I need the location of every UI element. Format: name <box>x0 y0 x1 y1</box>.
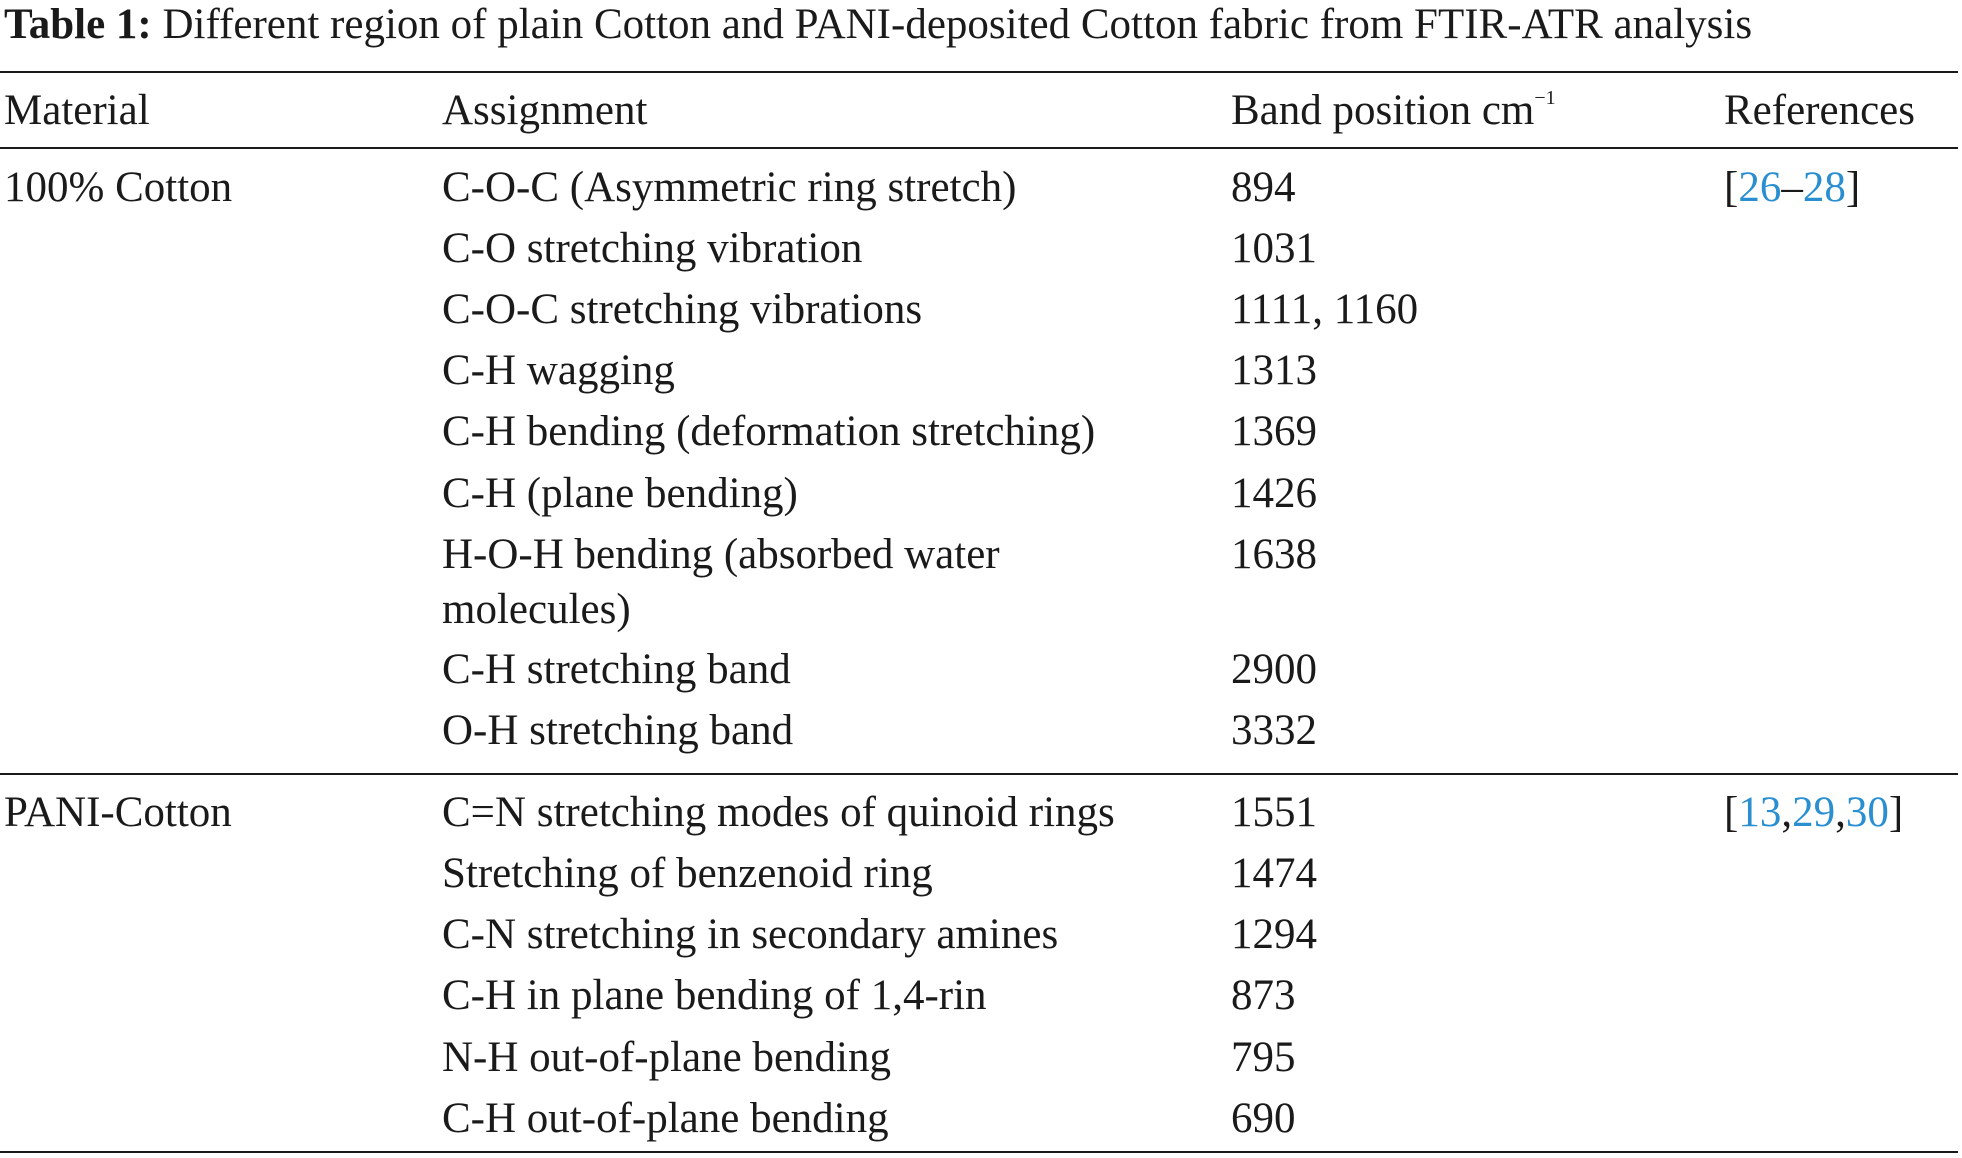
assignment-cell-continued: molecules) <box>442 586 631 633</box>
assignment-cell: O-H stretching band <box>442 707 794 754</box>
assignment-cell: C-O stretching vibration <box>442 225 863 272</box>
ref-link-26[interactable]: 26 <box>1738 164 1782 211</box>
references-cotton <box>1724 163 1860 213</box>
header-band-position <box>1231 86 1556 136</box>
ref-bracket-close: ] <box>1845 164 1861 211</box>
ref-link-13[interactable]: 13 <box>1738 789 1782 836</box>
top-rule <box>0 71 1958 73</box>
assignment-cell: C-H in plane bending of 1,4-rin <box>442 972 987 1019</box>
ref-comma: , <box>1781 789 1793 836</box>
ref-link-30[interactable]: 30 <box>1845 789 1889 836</box>
assignment-cell: C-H bending (deformation stretching) <box>442 408 1096 455</box>
assignment-cell: C-O-C stretching vibrations <box>442 286 923 333</box>
bottom-rule <box>0 1151 1958 1153</box>
assignment-cell: Stretching of benzenoid ring <box>442 850 933 897</box>
band-cell: 1294 <box>1231 911 1317 958</box>
ref-range-dash: – <box>1781 164 1803 211</box>
ref-link-29[interactable]: 29 <box>1792 789 1836 836</box>
assignment-cell: C-H out-of-plane bending <box>442 1095 889 1142</box>
table-caption-label: Table 1: <box>4 1 152 48</box>
group-separator-rule <box>0 773 1958 775</box>
band-cell: 690 <box>1231 1095 1296 1142</box>
band-cell: 1369 <box>1231 408 1317 455</box>
ref-bracket-close: ] <box>1888 789 1904 836</box>
band-cell: 1031 <box>1231 225 1317 272</box>
ref-bracket-open: [ <box>1724 789 1739 836</box>
assignment-cell: N-H out-of-plane bending <box>442 1034 891 1081</box>
band-cell: 1638 <box>1231 531 1317 578</box>
assignment-cell: H-O-H bending (absorbed water <box>442 531 1000 578</box>
assignment-cell: C-H (plane bending) <box>442 470 798 517</box>
band-cell: 873 <box>1231 972 1296 1019</box>
material-cotton: 100% Cotton <box>4 164 233 211</box>
ref-comma: , <box>1835 789 1846 836</box>
band-cell: 1551 <box>1231 789 1317 836</box>
table-caption <box>4 0 1752 50</box>
assignment-cell: C-H wagging <box>442 347 675 394</box>
header-rule <box>0 147 1958 149</box>
band-cell: 1111, 1160 <box>1231 286 1419 333</box>
header-band-unit-exponent: −1 <box>1534 87 1556 109</box>
material-pani-cotton: PANI-Cotton <box>4 789 232 836</box>
assignment-cell: C=N stretching modes of quinoid rings <box>442 789 1115 836</box>
assignment-cell: C-H stretching band <box>442 646 791 693</box>
header-references: References <box>1724 87 1915 134</box>
band-cell: 1474 <box>1231 850 1317 897</box>
ref-bracket-open: [ <box>1724 164 1739 211</box>
assignment-cell: C-N stretching in secondary amines <box>442 911 1059 958</box>
band-cell: 3332 <box>1231 707 1317 754</box>
ref-link-28[interactable]: 28 <box>1802 164 1846 211</box>
band-cell: 2900 <box>1231 646 1317 693</box>
header-material: Material <box>4 87 150 134</box>
references-pani-cotton <box>1724 788 1903 838</box>
band-cell: 1313 <box>1231 347 1317 394</box>
band-cell: 1426 <box>1231 470 1317 517</box>
band-cell: 795 <box>1231 1034 1296 1081</box>
header-assignment: Assignment <box>442 87 648 134</box>
header-band-label: Band position cm <box>1231 87 1535 134</box>
table-caption-text: Different region of plain Cotton and PANI-deposited Cotton fabric from FTIR-ATR analysis <box>162 1 1753 48</box>
assignment-cell: C-O-C (Asymmetric ring stretch) <box>442 164 1017 211</box>
band-cell: 894 <box>1231 164 1296 211</box>
